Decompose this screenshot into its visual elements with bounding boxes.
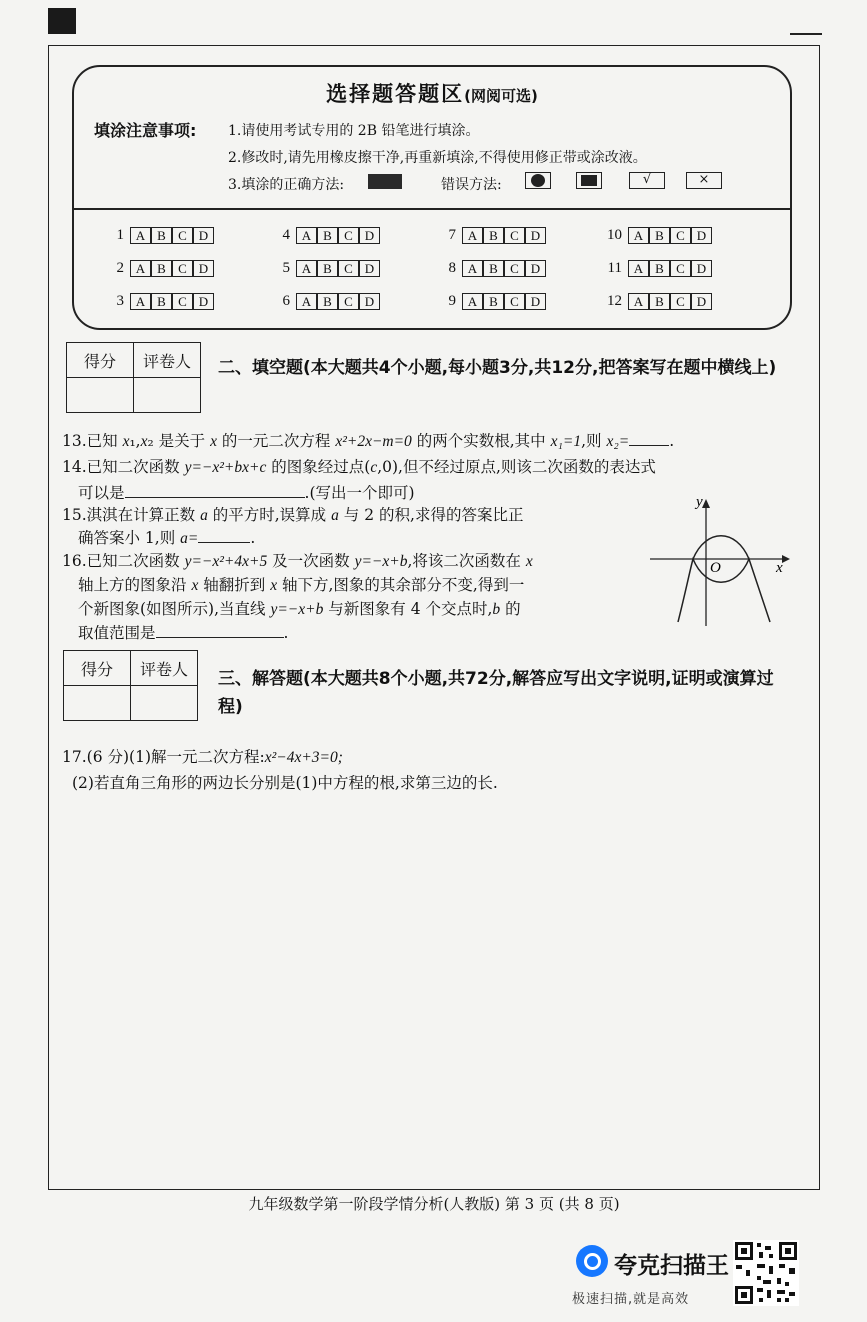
corner-dash-mark xyxy=(790,33,822,35)
mc-option-b[interactable]: B xyxy=(151,293,172,310)
question-14-line2: 可以是 .(写出一个即可) xyxy=(78,480,415,506)
mc-option-a[interactable]: A xyxy=(296,227,317,244)
mc-option-c[interactable]: C xyxy=(172,227,193,244)
grader-cell[interactable] xyxy=(134,378,201,413)
question-15-line1: 15.淇淇在计算正数 a 的平方时,误算成 a 与 2 的积,求得的答案比正 xyxy=(62,506,524,524)
wrong-method-label: 错误方法: xyxy=(441,177,502,193)
mc-option-b[interactable]: B xyxy=(483,260,504,277)
mc-question-3 xyxy=(100,292,214,310)
mc-option-a[interactable]: A xyxy=(130,227,151,244)
mc-option-c[interactable]: C xyxy=(670,293,691,310)
question-16-line3: 个新图象(如图所示),当直线 y=−x+b 与新图象有 4 个交点时,b 的 xyxy=(78,600,521,618)
mc-question-number: 9 xyxy=(448,292,456,309)
mc-option-a[interactable]: A xyxy=(130,260,151,277)
mc-option-c[interactable]: C xyxy=(172,260,193,277)
mc-question-number: 1 xyxy=(116,226,124,243)
question-16-graph xyxy=(648,492,794,632)
x-axis-arrow xyxy=(782,555,790,563)
mc-option-a[interactable]: A xyxy=(462,260,483,277)
mc-title: 选择题答题区(网阅可选) xyxy=(326,82,538,106)
score-cell[interactable] xyxy=(64,686,131,721)
note-2: 2.修改时,请先用橡皮擦干净,再重新填涂,不得使用修正带或涂改液。 xyxy=(228,150,647,166)
mc-option-d[interactable]: D xyxy=(691,260,712,277)
folded-curve-lower xyxy=(678,559,770,622)
mc-option-b[interactable]: B xyxy=(483,293,504,310)
mc-option-d[interactable]: D xyxy=(691,293,712,310)
question-13: 13.已知 x₁,x₂ 是关于 x 的一元二次方程 x²+2x−m=0 的两个实数根,其中 x₁=1,则 x₂= . xyxy=(62,428,674,455)
mc-option-a[interactable]: A xyxy=(628,227,649,244)
mc-option-a[interactable]: A xyxy=(296,293,317,310)
mc-option-d[interactable]: D xyxy=(359,227,380,244)
y-axis-label: y xyxy=(696,494,703,510)
wrong-cross-sample: × xyxy=(686,172,722,189)
mc-option-c[interactable]: C xyxy=(670,260,691,277)
mc-question-number: 10 xyxy=(607,226,622,243)
wrong-check-sample: √ xyxy=(629,172,665,189)
mc-question-7 xyxy=(432,226,546,244)
mc-option-d[interactable]: D xyxy=(193,227,214,244)
mc-question-number: 6 xyxy=(282,292,290,309)
mc-option-c[interactable]: C xyxy=(504,260,525,277)
mc-option-d[interactable]: D xyxy=(691,227,712,244)
mc-option-d[interactable]: D xyxy=(359,293,380,310)
mc-question-number: 8 xyxy=(448,259,456,276)
mc-option-c[interactable]: C xyxy=(670,227,691,244)
mc-option-b[interactable]: B xyxy=(317,293,338,310)
mc-option-c[interactable]: C xyxy=(338,293,359,310)
mc-option-b[interactable]: B xyxy=(317,227,338,244)
corner-registration-mark xyxy=(48,8,76,34)
mc-question-number: 12 xyxy=(607,292,622,309)
brand-name: 夸克扫描王 xyxy=(614,1253,729,1279)
mc-question-number: 4 xyxy=(282,226,290,243)
score-header: 得分 xyxy=(67,343,134,378)
brand-slogan: 极速扫描,就是高效 xyxy=(572,1292,690,1307)
question-17-line1: 17.(6 分)(1)解一元二次方程:x²−4x+3=0; xyxy=(62,748,343,766)
mc-option-c[interactable]: C xyxy=(504,227,525,244)
mc-option-a[interactable]: A xyxy=(628,293,649,310)
question-14-line1: 14.已知二次函数 y=−x²+bx+c 的图象经过点(c,0),但不经过原点,则该二次函数的表达式 xyxy=(62,458,656,476)
qr-code-icon[interactable] xyxy=(733,1240,799,1306)
mc-question-5 xyxy=(266,259,380,277)
page-footer: 九年级数学第一阶段学情分析(人教版) 第 3 页 (共 8 页) xyxy=(248,1195,620,1213)
answer-blank-14[interactable] xyxy=(125,481,305,498)
mc-option-c[interactable]: C xyxy=(172,293,193,310)
mc-option-d[interactable]: D xyxy=(193,293,214,310)
wrong-circle-sample xyxy=(525,172,551,189)
brand-logo-icon xyxy=(576,1245,608,1277)
mc-option-b[interactable]: B xyxy=(151,260,172,277)
folded-curve-upper xyxy=(693,536,749,559)
x-axis-label: x xyxy=(776,560,783,576)
grader-header: 评卷人 xyxy=(134,343,201,378)
mc-question-number: 7 xyxy=(448,226,456,243)
mc-option-c[interactable]: C xyxy=(338,227,359,244)
mc-option-d[interactable]: D xyxy=(193,260,214,277)
score-header: 得分 xyxy=(64,651,131,686)
mc-option-d[interactable]: D xyxy=(525,260,546,277)
question-16-line4: 取值范围是 . xyxy=(78,620,288,646)
mc-option-b[interactable]: B xyxy=(151,227,172,244)
mc-option-b[interactable]: B xyxy=(317,260,338,277)
grader-header: 评卷人 xyxy=(131,651,198,686)
mc-question-9 xyxy=(432,292,546,310)
mc-option-a[interactable]: A xyxy=(296,260,317,277)
score-cell[interactable] xyxy=(67,378,134,413)
mc-option-d[interactable]: D xyxy=(525,293,546,310)
mc-option-a[interactable]: A xyxy=(462,293,483,310)
mc-option-a[interactable]: A xyxy=(628,260,649,277)
mc-option-b[interactable]: B xyxy=(649,293,670,310)
mc-question-1 xyxy=(100,226,214,244)
answer-blank-13[interactable] xyxy=(629,429,669,446)
mc-question-number: 11 xyxy=(607,259,622,276)
notes-heading: 填涂注意事项: xyxy=(94,121,197,140)
question-17-line2: (2)若直角三角形的两边长分别是(1)中方程的根,求第三边的长. xyxy=(72,774,498,792)
mc-question-11 xyxy=(598,259,712,277)
origin-label: O xyxy=(710,560,721,576)
note-1: 1.请使用考试专用的 2B 铅笔进行填涂。 xyxy=(228,123,480,139)
score-table-section2 xyxy=(66,342,201,413)
question-15-line2: 确答案小 1,则 a= . xyxy=(78,525,255,552)
correct-fill-sample xyxy=(368,174,402,189)
mc-question-number: 5 xyxy=(282,259,290,276)
mc-question-6 xyxy=(266,292,380,310)
section3-title: 三、解答题(本大题共8个小题,共72分,解答应写出文字说明,证明或演算过程) xyxy=(218,669,774,717)
mc-option-c[interactable]: C xyxy=(504,293,525,310)
section2-title: 二、填空题(本大题共4个小题,每小题3分,共12分,把答案写在题中横线上) xyxy=(218,358,777,378)
mc-question-number: 2 xyxy=(116,259,124,276)
mc-option-b[interactable]: B xyxy=(649,260,670,277)
question-16-line1: 16.已知二次函数 y=−x²+4x+5 及一次函数 y=−x+b,将该二次函数在 x xyxy=(62,552,533,570)
mc-question-10 xyxy=(598,226,712,244)
wrong-partial-sample xyxy=(576,172,602,189)
mc-question-8 xyxy=(432,259,546,277)
mc-divider xyxy=(74,208,790,210)
answer-blank-16[interactable] xyxy=(156,621,284,638)
mc-option-c[interactable]: C xyxy=(338,260,359,277)
mc-option-b[interactable]: B xyxy=(483,227,504,244)
mc-option-a[interactable]: A xyxy=(462,227,483,244)
mc-option-a[interactable]: A xyxy=(130,293,151,310)
note-3: 3.填涂的正确方法: xyxy=(228,177,345,193)
mc-question-12 xyxy=(598,292,712,310)
answer-blank-15[interactable] xyxy=(198,526,250,543)
mc-option-d[interactable]: D xyxy=(359,260,380,277)
question-16-line2: 轴上方的图象沿 x 轴翻折到 x 轴下方,图象的其余部分不变,得到一 xyxy=(78,576,525,594)
score-table-section3 xyxy=(63,650,198,721)
mc-option-b[interactable]: B xyxy=(649,227,670,244)
mc-question-4 xyxy=(266,226,380,244)
y-axis-arrow xyxy=(702,499,710,508)
mc-option-d[interactable]: D xyxy=(525,227,546,244)
mc-question-number: 3 xyxy=(116,292,124,309)
mc-question-2 xyxy=(100,259,214,277)
grader-cell[interactable] xyxy=(131,686,198,721)
